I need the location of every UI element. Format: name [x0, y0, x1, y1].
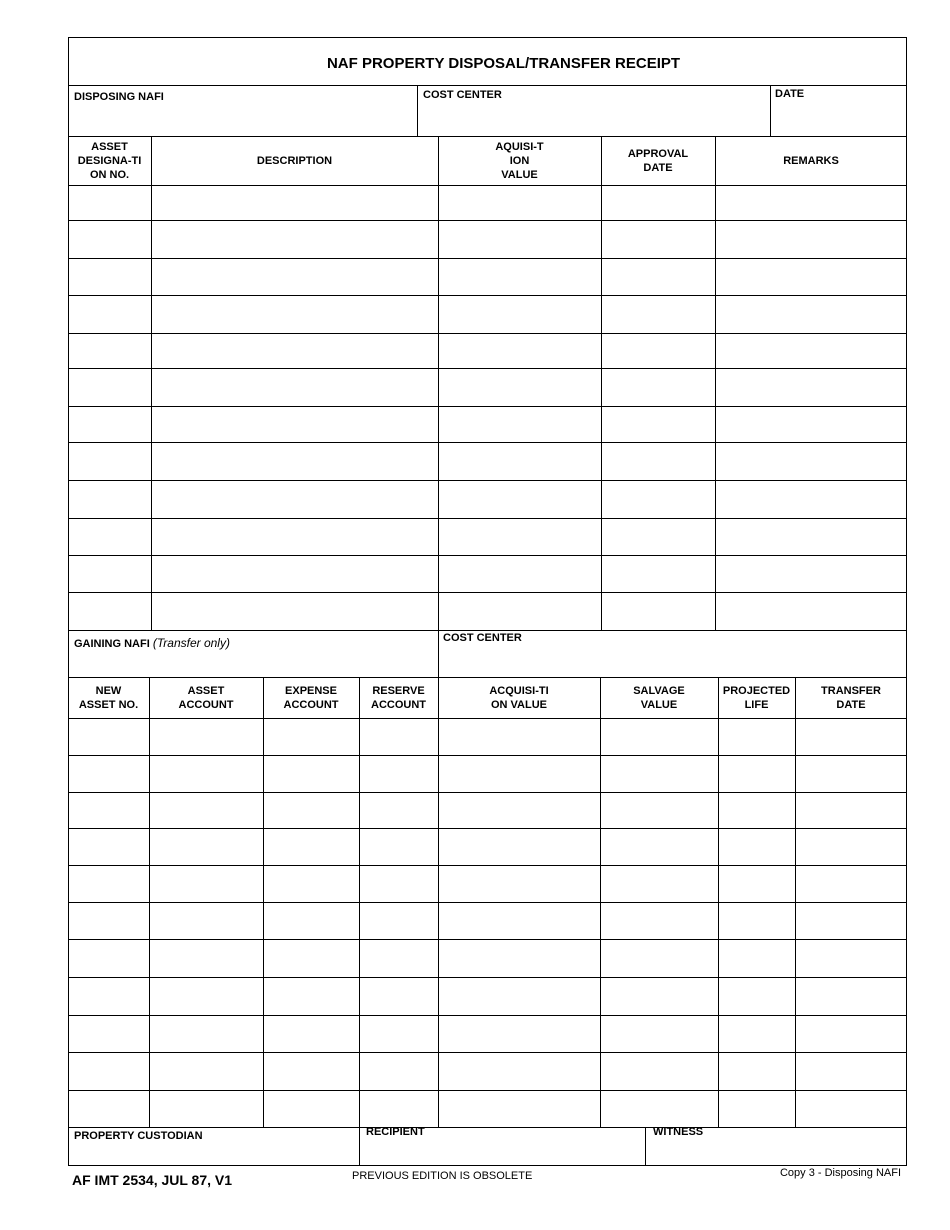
- reserve-account-cell[interactable]: [361, 867, 436, 900]
- asset-account-cell[interactable]: [151, 941, 261, 975]
- recipient-label: RECIPIENT: [366, 1126, 425, 1138]
- acquisition-value-cell[interactable]: [440, 794, 598, 826]
- projected-life-cell[interactable]: [720, 794, 793, 826]
- table1-row-divider: [68, 480, 907, 481]
- table1-row-divider: [68, 555, 907, 556]
- approval-date-cell[interactable]: [603, 408, 713, 440]
- disposing-nafi-field[interactable]: [70, 104, 415, 134]
- acquisition-value-cell[interactable]: [440, 979, 598, 1013]
- salvage-value-header-text: SALVAGE VALUE: [633, 684, 685, 711]
- table1-row-divider: [68, 333, 907, 334]
- description-header-text: DESCRIPTION: [256, 154, 333, 167]
- description-header: [151, 136, 438, 185]
- approval-date-cell[interactable]: [603, 520, 713, 553]
- acquisition-value-cell[interactable]: [440, 1092, 598, 1125]
- reserve-account-cell[interactable]: [361, 720, 436, 753]
- gaining-nafi-field[interactable]: [70, 652, 436, 676]
- approval-date-cell[interactable]: [603, 370, 713, 404]
- remarks-cell[interactable]: [717, 408, 905, 440]
- new-asset-no-cell[interactable]: [70, 979, 147, 1013]
- salvage-value-header: [600, 677, 718, 718]
- asset-designation-cell[interactable]: [70, 408, 149, 440]
- acquisition-value-header-text: AQUISI-T ION VALUE: [495, 140, 544, 181]
- new-asset-no-cell[interactable]: [70, 1017, 147, 1050]
- description-cell[interactable]: [153, 482, 436, 516]
- asset-designation-header-text: ASSET DESIGNA-TI ON NO.: [77, 140, 142, 181]
- reserve-account-cell[interactable]: [361, 979, 436, 1013]
- expense-account-cell[interactable]: [265, 757, 357, 790]
- new-asset-no-cell[interactable]: [70, 757, 147, 790]
- asset-designation-cell[interactable]: [70, 260, 149, 293]
- table1-row-divider: [68, 220, 907, 221]
- table2-row-divider: [68, 902, 907, 903]
- date-label: DATE: [775, 88, 805, 100]
- asset-designation-cell[interactable]: [70, 187, 149, 218]
- remarks-cell[interactable]: [717, 370, 905, 404]
- reserve-account-cell[interactable]: [361, 830, 436, 863]
- approval-date-cell[interactable]: [603, 594, 713, 628]
- remarks-cell[interactable]: [717, 444, 905, 478]
- acquisition-value-header-text: ACQUISI-TI ON VALUE: [489, 684, 549, 711]
- transfer-date-cell[interactable]: [797, 794, 905, 826]
- transfer-date-cell[interactable]: [797, 979, 905, 1013]
- asset-account-cell[interactable]: [151, 794, 261, 826]
- salvage-value-cell[interactable]: [602, 757, 716, 790]
- table2-row-divider: [68, 977, 907, 978]
- asset-designation-cell[interactable]: [70, 594, 149, 628]
- table2-row-divider: [68, 755, 907, 756]
- acquisition-value-cell[interactable]: [440, 520, 599, 553]
- acquisition-value-cell[interactable]: [440, 941, 598, 975]
- new-asset-no-cell[interactable]: [70, 830, 147, 863]
- remarks-cell[interactable]: [717, 557, 905, 590]
- projected-life-cell[interactable]: [720, 1054, 793, 1088]
- remarks-cell[interactable]: [717, 260, 905, 293]
- approval-date-cell[interactable]: [603, 222, 713, 256]
- acquisition-value-cell[interactable]: [440, 757, 598, 790]
- transfer-date-header: [795, 677, 907, 718]
- table2-row-divider: [68, 828, 907, 829]
- table1-row-divider: [68, 295, 907, 296]
- salvage-value-cell[interactable]: [602, 904, 716, 937]
- table2-row-divider: [68, 792, 907, 793]
- asset-account-cell[interactable]: [151, 979, 261, 1013]
- approval-date-cell[interactable]: [603, 297, 713, 331]
- acquisition-value-cell[interactable]: [440, 720, 598, 753]
- expense-account-cell[interactable]: [265, 1017, 357, 1050]
- expense-account-cell[interactable]: [265, 720, 357, 753]
- acquisition-value-cell[interactable]: [440, 482, 599, 516]
- acquisition-value-cell[interactable]: [440, 444, 599, 478]
- projected-life-header-text: PROJECTED LIFE: [722, 684, 791, 711]
- projected-life-cell[interactable]: [720, 757, 793, 790]
- table2-row-divider: [68, 718, 907, 719]
- approval-date-cell[interactable]: [603, 260, 713, 293]
- asset-designation-cell[interactable]: [70, 444, 149, 478]
- divider: [770, 85, 771, 136]
- description-cell[interactable]: [153, 370, 436, 404]
- transfer-date-cell[interactable]: [797, 720, 905, 753]
- salvage-value-cell[interactable]: [602, 941, 716, 975]
- date-field[interactable]: [772, 104, 905, 134]
- asset-account-cell[interactable]: [151, 830, 261, 863]
- transfer-date-cell[interactable]: [797, 1054, 905, 1088]
- approval-date-cell[interactable]: [603, 335, 713, 366]
- acquisition-value-header: [438, 136, 601, 185]
- title-divider: [68, 85, 907, 86]
- asset-account-cell[interactable]: [151, 1017, 261, 1050]
- asset-account-header: [149, 677, 263, 718]
- approval-date-cell[interactable]: [603, 444, 713, 478]
- transfer-date-cell[interactable]: [797, 867, 905, 900]
- approval-date-cell[interactable]: [603, 482, 713, 516]
- transfer-date-cell[interactable]: [797, 1017, 905, 1050]
- reserve-account-cell[interactable]: [361, 794, 436, 826]
- form-id: AF IMT 2534, JUL 87, V1: [72, 1172, 233, 1188]
- gaining-nafi-label-text: GAINING NAFI: [74, 638, 150, 650]
- description-cell[interactable]: [153, 187, 436, 218]
- divider: [68, 1127, 907, 1128]
- description-cell[interactable]: [153, 335, 436, 366]
- form-title: NAF PROPERTY DISPOSAL/TRANSFER RECEIPT: [326, 55, 681, 72]
- remarks-cell[interactable]: [717, 187, 905, 218]
- salvage-value-cell[interactable]: [602, 794, 716, 826]
- salvage-value-cell[interactable]: [602, 1092, 716, 1125]
- acquisition-value-cell[interactable]: [440, 222, 599, 256]
- approval-date-header: [601, 136, 715, 185]
- table1-row-divider: [68, 630, 907, 631]
- projected-life-cell[interactable]: [720, 941, 793, 975]
- asset-designation-cell[interactable]: [70, 482, 149, 516]
- acquisition-value-cell[interactable]: [440, 1054, 598, 1088]
- expense-account-cell[interactable]: [265, 867, 357, 900]
- acquisition-value-cell[interactable]: [440, 1017, 598, 1050]
- acquisition-value-cell[interactable]: [440, 260, 599, 293]
- asset-designation-header: [68, 136, 151, 185]
- acquisition-value-cell[interactable]: [440, 594, 599, 628]
- acquisition-value-cell[interactable]: [440, 867, 598, 900]
- acquisition-value-cell[interactable]: [440, 370, 599, 404]
- projected-life-cell[interactable]: [720, 904, 793, 937]
- asset-account-header-text: ASSET ACCOUNT: [178, 684, 234, 711]
- remarks-cell[interactable]: [717, 520, 905, 553]
- table1-row-divider: [68, 368, 907, 369]
- transfer-date-cell[interactable]: [797, 757, 905, 790]
- projected-life-header: [718, 677, 795, 718]
- asset-designation-cell[interactable]: [70, 520, 149, 553]
- transfer-date-cell[interactable]: [797, 1092, 905, 1125]
- table2-row-divider: [68, 939, 907, 940]
- salvage-value-cell[interactable]: [602, 720, 716, 753]
- acquisition-value-cell[interactable]: [440, 408, 599, 440]
- gaining-cost-center-field[interactable]: [440, 648, 905, 676]
- expense-account-cell[interactable]: [265, 904, 357, 937]
- reserve-account-header-text: RESERVE ACCOUNT: [371, 684, 426, 711]
- transfer-date-cell[interactable]: [797, 904, 905, 937]
- description-cell[interactable]: [153, 297, 436, 331]
- expense-account-cell[interactable]: [265, 941, 357, 975]
- new-asset-no-cell[interactable]: [70, 941, 147, 975]
- projected-life-cell[interactable]: [720, 979, 793, 1013]
- cost-center-label: COST CENTER: [423, 89, 502, 101]
- reserve-account-cell[interactable]: [361, 1017, 436, 1050]
- new-asset-no-cell[interactable]: [70, 720, 147, 753]
- table2-row-divider: [68, 1015, 907, 1016]
- gaining-cost-center-label: COST CENTER: [443, 632, 522, 644]
- expense-account-cell[interactable]: [265, 794, 357, 826]
- remarks-cell[interactable]: [717, 222, 905, 256]
- gaining-nafi-label: [74, 636, 230, 650]
- projected-life-cell[interactable]: [720, 867, 793, 900]
- asset-account-cell[interactable]: [151, 1054, 261, 1088]
- property-custodian-label: PROPERTY CUSTODIAN: [74, 1130, 203, 1142]
- new-asset-no-header-text: NEW ASSET NO.: [78, 684, 139, 711]
- reserve-account-cell[interactable]: [361, 941, 436, 975]
- asset-designation-cell[interactable]: [70, 370, 149, 404]
- projected-life-cell[interactable]: [720, 830, 793, 863]
- transfer-date-header-text: TRANSFER DATE: [821, 684, 881, 711]
- table1-row-divider: [68, 185, 907, 186]
- description-cell[interactable]: [153, 557, 436, 590]
- transfer-only-note: (Transfer only): [152, 636, 230, 650]
- disposing-nafi-label: DISPOSING NAFI: [74, 91, 164, 103]
- remarks-header-text: REMARKS: [783, 154, 839, 167]
- reserve-account-header: [359, 677, 438, 718]
- reserve-account-cell[interactable]: [361, 1054, 436, 1088]
- description-cell[interactable]: [153, 260, 436, 293]
- salvage-value-cell[interactable]: [602, 1017, 716, 1050]
- divider: [417, 85, 418, 136]
- salvage-value-cell[interactable]: [602, 867, 716, 900]
- reserve-account-cell[interactable]: [361, 904, 436, 937]
- table1-row-divider: [68, 518, 907, 519]
- description-cell[interactable]: [153, 408, 436, 440]
- expense-account-header: [263, 677, 359, 718]
- salvage-value-cell[interactable]: [602, 1054, 716, 1088]
- cost-center-field[interactable]: [419, 104, 768, 134]
- table2-row-divider: [68, 865, 907, 866]
- asset-account-cell[interactable]: [151, 904, 261, 937]
- description-cell[interactable]: [153, 444, 436, 478]
- new-asset-no-cell[interactable]: [70, 867, 147, 900]
- transfer-date-cell[interactable]: [797, 941, 905, 975]
- approval-date-cell[interactable]: [603, 187, 713, 218]
- new-asset-no-cell[interactable]: [70, 904, 147, 937]
- expense-account-header-text: EXPENSE ACCOUNT: [283, 684, 339, 711]
- property-custodian-signature-field[interactable]: [70, 1143, 357, 1164]
- remarks-cell[interactable]: [717, 335, 905, 366]
- divider: [645, 1127, 646, 1166]
- expense-account-cell[interactable]: [265, 1054, 357, 1088]
- table1-row-divider: [68, 258, 907, 259]
- asset-account-cell[interactable]: [151, 720, 261, 753]
- table2-row-divider: [68, 1052, 907, 1053]
- recipient-signature-field[interactable]: [361, 1140, 643, 1164]
- acquisition-value-cell[interactable]: [440, 335, 599, 366]
- edition-note: PREVIOUS EDITION IS OBSOLETE: [352, 1170, 533, 1182]
- new-asset-no-cell[interactable]: [70, 1092, 147, 1125]
- table1-row-divider: [68, 406, 907, 407]
- asset-designation-cell[interactable]: [70, 222, 149, 256]
- asset-account-cell[interactable]: [151, 757, 261, 790]
- approval-date-cell[interactable]: [603, 557, 713, 590]
- salvage-value-cell[interactable]: [602, 830, 716, 863]
- projected-life-cell[interactable]: [720, 720, 793, 753]
- acquisition-value-cell[interactable]: [440, 557, 599, 590]
- witness-label: WITNESS: [653, 1126, 704, 1138]
- salvage-value-cell[interactable]: [602, 979, 716, 1013]
- approval-date-header-text: APPROVAL DATE: [627, 147, 689, 174]
- table2-row-divider: [68, 1090, 907, 1091]
- remarks-cell[interactable]: [717, 482, 905, 516]
- asset-account-cell[interactable]: [151, 867, 261, 900]
- description-cell[interactable]: [153, 520, 436, 553]
- asset-designation-cell[interactable]: [70, 557, 149, 590]
- projected-life-cell[interactable]: [720, 1017, 793, 1050]
- acquisition-value-cell[interactable]: [440, 904, 598, 937]
- remarks-header: [715, 136, 907, 185]
- remarks-cell[interactable]: [717, 594, 905, 628]
- reserve-account-cell[interactable]: [361, 1092, 436, 1125]
- table1-row-divider: [68, 442, 907, 443]
- new-asset-no-header: [68, 677, 149, 718]
- expense-account-cell[interactable]: [265, 1092, 357, 1125]
- divider: [359, 1127, 360, 1166]
- expense-account-cell[interactable]: [265, 979, 357, 1013]
- copy-note: Copy 3 - Disposing NAFI: [779, 1167, 901, 1179]
- description-cell[interactable]: [153, 222, 436, 256]
- witness-signature-field[interactable]: [647, 1140, 905, 1164]
- acquisition-value-header: [438, 677, 600, 718]
- gaining-divider: [438, 630, 439, 677]
- acquisition-value-cell[interactable]: [440, 830, 598, 863]
- acquisition-value-cell[interactable]: [440, 297, 599, 331]
- reserve-account-cell[interactable]: [361, 757, 436, 790]
- expense-account-cell[interactable]: [265, 830, 357, 863]
- description-cell[interactable]: [153, 594, 436, 628]
- table1-row-divider: [68, 592, 907, 593]
- remarks-cell[interactable]: [717, 297, 905, 331]
- asset-designation-cell[interactable]: [70, 297, 149, 331]
- transfer-date-cell[interactable]: [797, 830, 905, 863]
- new-asset-no-cell[interactable]: [70, 1054, 147, 1088]
- projected-life-cell[interactable]: [720, 1092, 793, 1125]
- acquisition-value-cell[interactable]: [440, 187, 599, 218]
- new-asset-no-cell[interactable]: [70, 794, 147, 826]
- asset-designation-cell[interactable]: [70, 335, 149, 366]
- asset-account-cell[interactable]: [151, 1092, 261, 1125]
